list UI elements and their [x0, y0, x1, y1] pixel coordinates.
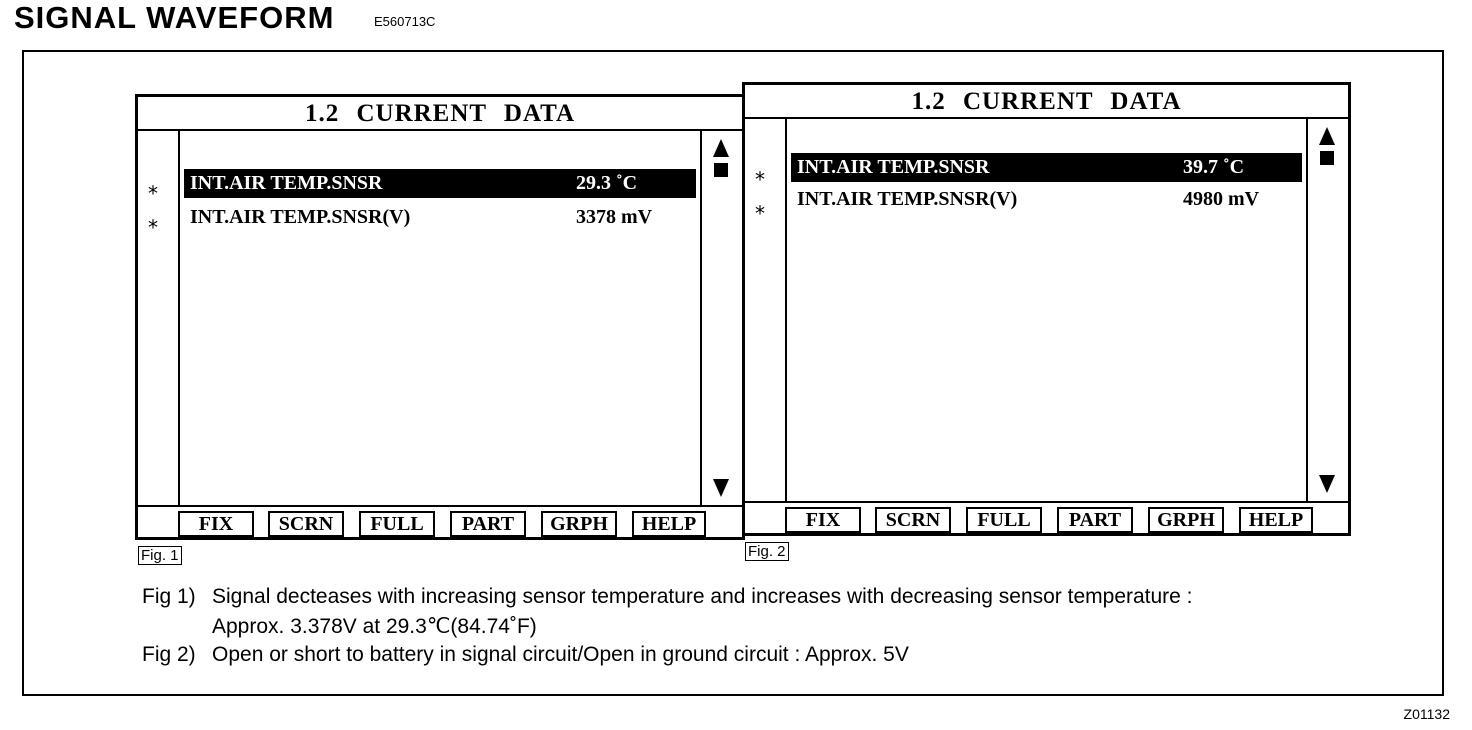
- row-label: INT.AIR TEMP.SNSR(V): [797, 188, 1018, 210]
- asterisk-icon: ⁎: [755, 161, 765, 185]
- row-value: 29.3 ˚C: [576, 172, 638, 194]
- asterisk-icon: ⁎: [148, 209, 158, 233]
- full-button[interactable]: FULL: [966, 507, 1042, 533]
- note-fig1-line1: Signal decteases with increasing sensor temperature and increases with decreasing sensor temperature :: [212, 585, 1193, 608]
- arrow-down-icon[interactable]: [1319, 475, 1335, 493]
- row-value: 4980 mV: [1183, 188, 1260, 210]
- part-button[interactable]: PART: [1057, 507, 1133, 533]
- marker-column: [138, 131, 180, 505]
- help-button[interactable]: HELP: [1239, 507, 1313, 533]
- note-fig2-prefix: Fig 2): [142, 643, 196, 666]
- scrn-button[interactable]: SCRN: [875, 507, 951, 533]
- row-label: INT.AIR TEMP.SNSR(V): [190, 206, 411, 228]
- scrollbar[interactable]: [1306, 119, 1348, 501]
- row-value: 39.7 ˚C: [1183, 156, 1245, 178]
- fig-2-label: Fig. 2: [745, 542, 789, 561]
- asterisk-icon: ⁎: [755, 195, 765, 219]
- data-row-intake-air-temp-voltage[interactable]: [791, 185, 1302, 214]
- fig-1-label: Fig. 1: [138, 546, 182, 565]
- full-button[interactable]: FULL: [359, 511, 435, 537]
- fix-button[interactable]: FIX: [785, 507, 861, 533]
- note-fig1-prefix: Fig 1): [142, 585, 196, 608]
- data-row-intake-air-temp[interactable]: [184, 169, 696, 198]
- arrow-up-icon[interactable]: [713, 139, 729, 157]
- data-list: [787, 119, 1306, 501]
- data-row-intake-air-temp-voltage[interactable]: [184, 203, 696, 232]
- row-value: 3378 mV: [576, 206, 653, 228]
- scrollbar[interactable]: [700, 131, 742, 505]
- scrn-button[interactable]: SCRN: [268, 511, 344, 537]
- screen-title: 1.2 CURRENT DATA: [745, 85, 1348, 119]
- grph-button[interactable]: GRPH: [1148, 507, 1224, 533]
- scan-tool-screen-1: [135, 94, 745, 540]
- row-label: INT.AIR TEMP.SNSR: [190, 172, 383, 194]
- part-button[interactable]: PART: [450, 511, 526, 537]
- help-button[interactable]: HELP: [632, 511, 706, 537]
- data-row-intake-air-temp[interactable]: [791, 153, 1302, 182]
- function-key-bar: [745, 501, 1348, 533]
- data-list: [180, 131, 700, 505]
- screen-title: 1.2 CURRENT DATA: [138, 97, 742, 131]
- arrow-up-icon[interactable]: [1319, 127, 1335, 145]
- scroll-thumb-icon[interactable]: [1320, 151, 1334, 165]
- grph-button[interactable]: GRPH: [541, 511, 617, 537]
- function-key-bar: [138, 505, 742, 537]
- asterisk-icon: ⁎: [148, 175, 158, 199]
- document-title: SIGNAL WAVEFORM: [14, 0, 335, 35]
- arrow-down-icon[interactable]: [713, 479, 729, 497]
- document-code: E560713C: [374, 14, 436, 29]
- note-fig2-line1: Open or short to battery in signal circuit/Open in ground circuit : Approx. 5V: [212, 643, 909, 666]
- note-fig1-line2: Approx. 3.378V at 29.3℃(84.74˚F): [212, 615, 537, 638]
- scan-tool-screen-2: [742, 82, 1351, 536]
- fix-button[interactable]: FIX: [178, 511, 254, 537]
- row-label: INT.AIR TEMP.SNSR: [797, 156, 990, 178]
- marker-column: [745, 119, 787, 501]
- scroll-thumb-icon[interactable]: [714, 163, 728, 177]
- reference-code: Z01132: [1403, 706, 1450, 722]
